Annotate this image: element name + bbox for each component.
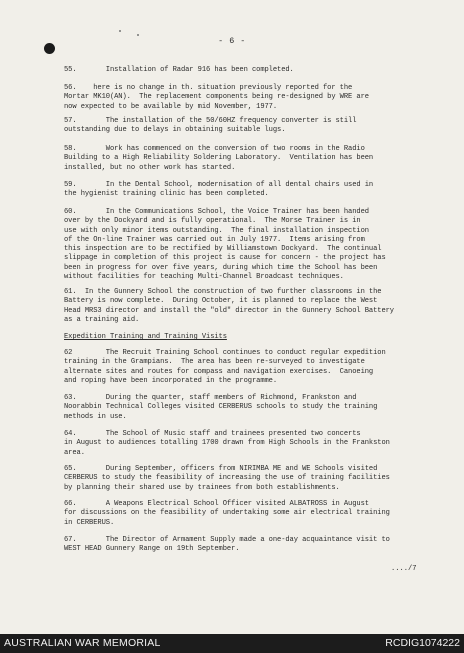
- paragraph-63: 63. During the quarter, staff members of Richmond, Frankston and Noorabbin Technical Colleges visited CERBERUS schools to study the training methods in use.: [64, 394, 378, 421]
- section-heading: Expedition Training and Training Visits: [64, 333, 227, 341]
- paragraph-60: 60. In the Communications School, the Voice Trainer has been handed over by the Dockyard and is fully operational. The Morse Trainer is in use with only minor items outstanding. The final installation inspection of the On-line Trainer was carried out in July 1977. Items arising from this inspection are to be rectified by Williamstown Dockyard. The continual slippage in completion of this project is cause for concern - the project has been in progress for over five years, during which time the School has been without facilities for teaching Multi-Channel Broadcast techniques.: [64, 208, 386, 282]
- page-number: - 6 -: [218, 36, 246, 46]
- paragraph-58: 58. Work has commenced on the conversion of two rooms in the Radio Building to a High Reliability Soldering Laboratory. Ventilation has been installed, but no other work has started.: [64, 145, 374, 172]
- paragraph-67: 67. The Director of Armament Supply made a one-day acquaintance visit to WEST HEAD Gunnery Range on 19th September.: [64, 536, 390, 554]
- paragraph-56: 56. here is no change in th. situation previously reported for the Mortar MK10(AN). The replacement components being re-designed by WRE are now expected to be available by mid November, 1977.: [64, 84, 369, 111]
- paper-speck: [119, 30, 121, 32]
- paragraph-57: 57. The installation of the 50/60HZ frequency converter is still outstanding due to delays in obtaining suitable lugs.: [64, 117, 357, 135]
- continuation-marker: ..../7: [391, 565, 417, 573]
- paragraph-65: 65. During September, officers from NIRIMBA ME and WE Schools visited CERBERUS to study the feasibility of increasing the use of training facilities by planning their shared use by trainees from both establishments.: [64, 465, 390, 492]
- paragraph-62: 62 The Recruit Training School continues to conduct regular expedition training in the Grampians. The area has been re-surveyed to investigate alternate sites and routes for compass and navigation exercises. Canoeing and roping have been incorporated in the programme.: [64, 349, 386, 385]
- footer-source: AUSTRALIAN WAR MEMORIAL: [4, 637, 161, 649]
- archive-footer: [0, 634, 464, 653]
- paragraph-55: 55. Installation of Radar 916 has been completed.: [64, 66, 294, 74]
- paragraph-59: 59. In the Dental School, modernisation of all dental chairs used in the hygienist training clinic has been completed.: [64, 181, 374, 199]
- footer-record-id: RCDIG1074222: [385, 637, 460, 649]
- paragraph-64: 64. The School of Music staff and trainees presented two concerts in August to audiences totalling 1700 drawn from High Schools in the Frankston area.: [64, 430, 390, 457]
- paragraph-61: 61. In the Gunnery School the construction of two further classrooms in the Battery is now complete. During October, it is planned to replace the West Head MRS3 director and install the "old" director in the Gunnery School Battery as a training aid.: [64, 288, 394, 324]
- paragraph-66: 66. A Weapons Electrical School Officer visited ALBATROSS in August for discussions on the feasibility of undertaking some air electrical training in CERBERUS.: [64, 500, 390, 527]
